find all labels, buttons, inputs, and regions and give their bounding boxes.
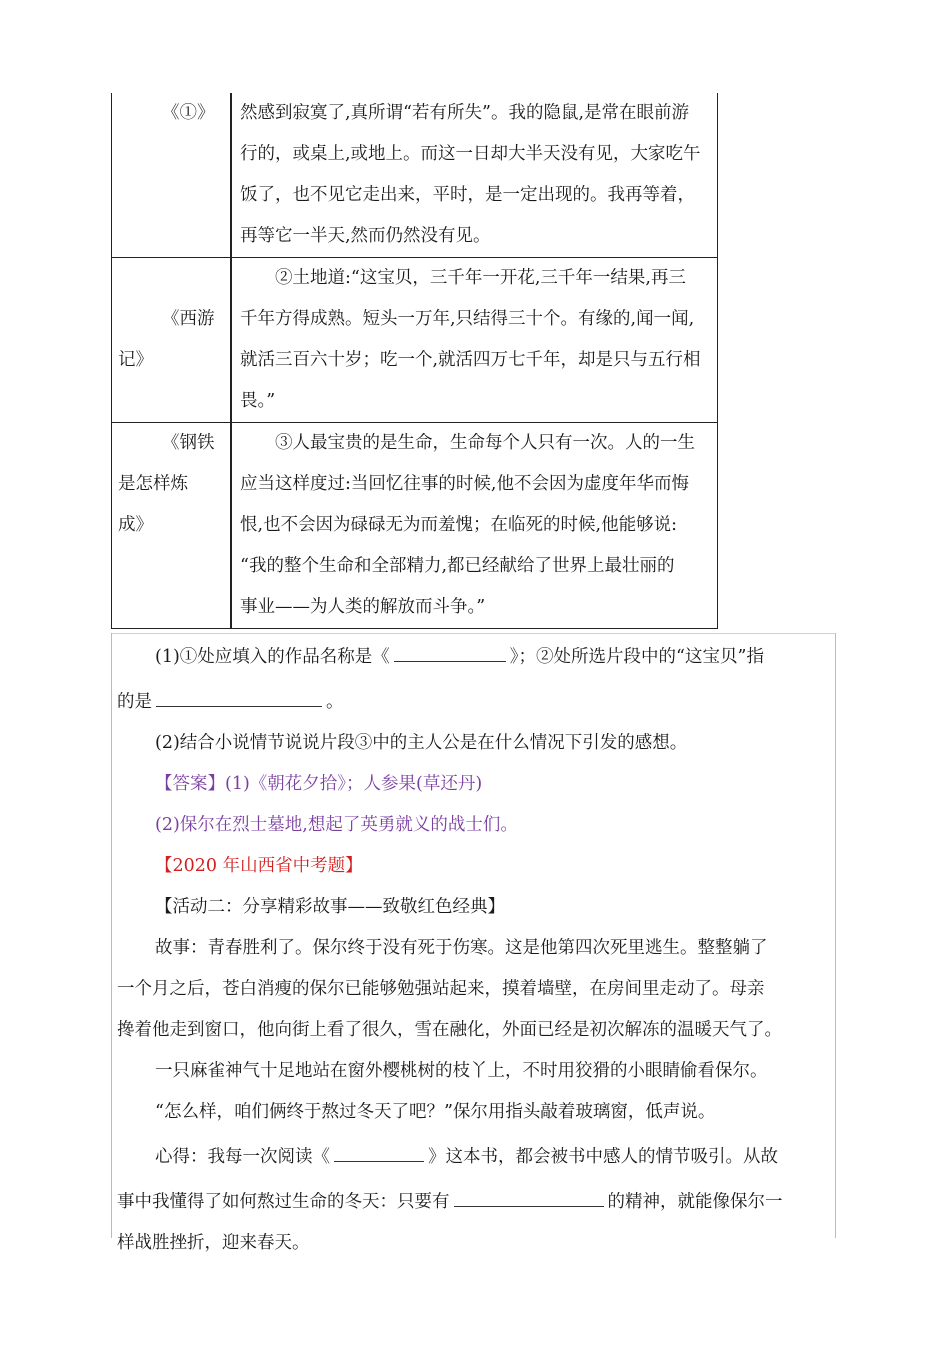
answer-blank-work[interactable] xyxy=(394,633,506,662)
work-title-line: 《西游 xyxy=(162,309,215,329)
excerpt-line: 饭了，也不见它走出来，平时，是一定出现的。我再等着， xyxy=(240,185,695,205)
excerpt-line: ③人最宝贵的是生命，生命每个人只有一次。人的一生 xyxy=(240,433,695,453)
reflection-text: 事中我懂得了如何熬过生命的冬天：只要有 xyxy=(117,1192,450,1212)
work-title-line xyxy=(118,258,228,299)
table-row xyxy=(112,423,718,629)
reflection-text: 的精神，就能像保尔一 xyxy=(607,1192,783,1212)
excerpt-line: 再等它一半天,然而仍然没有见。 xyxy=(240,226,491,246)
reflection-text: 心得：我每一次阅读《 xyxy=(155,1147,330,1167)
table-row xyxy=(112,258,718,423)
reflection-line xyxy=(111,1133,835,1178)
excerpt-line: 就活三百六十岁；吃一个,就活四万七千年，却是只与五行相 xyxy=(240,350,701,370)
question-1 xyxy=(111,633,835,678)
story-line: 一只麻雀神气十足地站在窗外樱桃树的枝丫上，不时用狡猾的小眼睛偷看保尔。 xyxy=(155,1061,768,1081)
excerpt-line: “我的整个生命和全部精力,都已经献给了世界上最壮丽的 xyxy=(240,556,675,576)
excerpt-line: 事业——为人类的解放而斗争。” xyxy=(240,597,486,617)
answer-line-2: (2)保尔在烈士墓地,想起了英勇就义的战士们。 xyxy=(155,815,518,835)
answer-line-1: 【答案】(1)《朝花夕拾》；人参果(草还丹) xyxy=(155,774,483,794)
excerpt-line: 应当这样度过:当回忆往事的时候,他不会因为虚度年华而悔 xyxy=(240,474,689,494)
excerpt-cell xyxy=(231,423,718,629)
reflection-text: 》这本书，都会被书中感人的情节吸引。从故 xyxy=(428,1147,778,1167)
question-section xyxy=(111,633,835,1264)
excerpt-line: 然感到寂寞了,真所谓“若有所失”。我的隐鼠,是常在眼前游 xyxy=(240,103,690,123)
excerpt-line: 行的，或桌上,或地上。而这一日却大半天没有见，大家吃午 xyxy=(240,144,701,164)
table-row xyxy=(112,93,718,258)
work-title-cell xyxy=(112,93,232,258)
work-title-cell xyxy=(112,423,232,629)
question-2: (2)结合小说情节说说片段③中的主人公是在什么情况下引发的感想。 xyxy=(155,733,688,753)
question-text: 的是 xyxy=(117,692,152,712)
answer-blank-book[interactable] xyxy=(334,1133,424,1162)
excerpt-line: 千年方得成熟。短头一万年,只结得三十个。有缘的,闻一闻, xyxy=(240,309,695,329)
excerpt-table xyxy=(111,93,718,629)
work-title-line: 《钢铁 xyxy=(162,433,215,453)
excerpt-line: 恨,也不会因为碌碌无为而羞愧；在临死的时候,他能够说: xyxy=(240,515,678,535)
question-text: (1)①处应填入的作品名称是《 xyxy=(155,647,390,667)
answer-blank-treasure[interactable] xyxy=(156,678,322,707)
work-title-cell xyxy=(112,258,232,423)
reflection-line: 样战胜挫折，迎来春天。 xyxy=(117,1233,310,1253)
exam-title: 【2020 年山西省中考题】 xyxy=(155,856,363,876)
work-title: 《①》 xyxy=(162,103,215,123)
activity-title: 【活动二：分享精彩故事——致敬红色经典】 xyxy=(155,897,505,917)
question-text: 。 xyxy=(326,692,344,712)
frame-right-border xyxy=(835,633,836,1238)
story-line: 故事：青春胜利了。保尔终于没有死于伤寒。这是他第四次死里逃生。整整躺了 xyxy=(155,938,768,958)
work-title-line: 是怎样炼 xyxy=(118,474,188,494)
excerpt-line: 畏。” xyxy=(240,391,276,411)
story-line: 搀着他走到窗口，他向街上看了很久，雪在融化，外面已经是初次解冻的温暖天气了。 xyxy=(117,1020,782,1040)
work-title-line: 成》 xyxy=(118,515,153,535)
story-line: “怎么样，咱们俩终于熬过冬天了吧？”保尔用指头敲着玻璃窗，低声说。 xyxy=(155,1102,716,1122)
excerpt-line: ②土地道:“这宝贝，三千年一开花,三千年一结果,再三 xyxy=(240,268,686,288)
question-1-cont xyxy=(111,678,835,723)
excerpt-cell xyxy=(231,93,718,258)
question-text: 》；②处所选片段中的“这宝贝”指 xyxy=(509,647,764,667)
work-title-line: 记》 xyxy=(118,350,153,370)
reflection-line xyxy=(111,1178,835,1223)
story-line: 一个月之后，苍白消瘦的保尔已能够勉强站起来，摸着墙壁，在房间里走动了。母亲 xyxy=(117,979,765,999)
answer-blank-spirit[interactable] xyxy=(454,1178,604,1207)
excerpt-cell xyxy=(231,258,718,423)
